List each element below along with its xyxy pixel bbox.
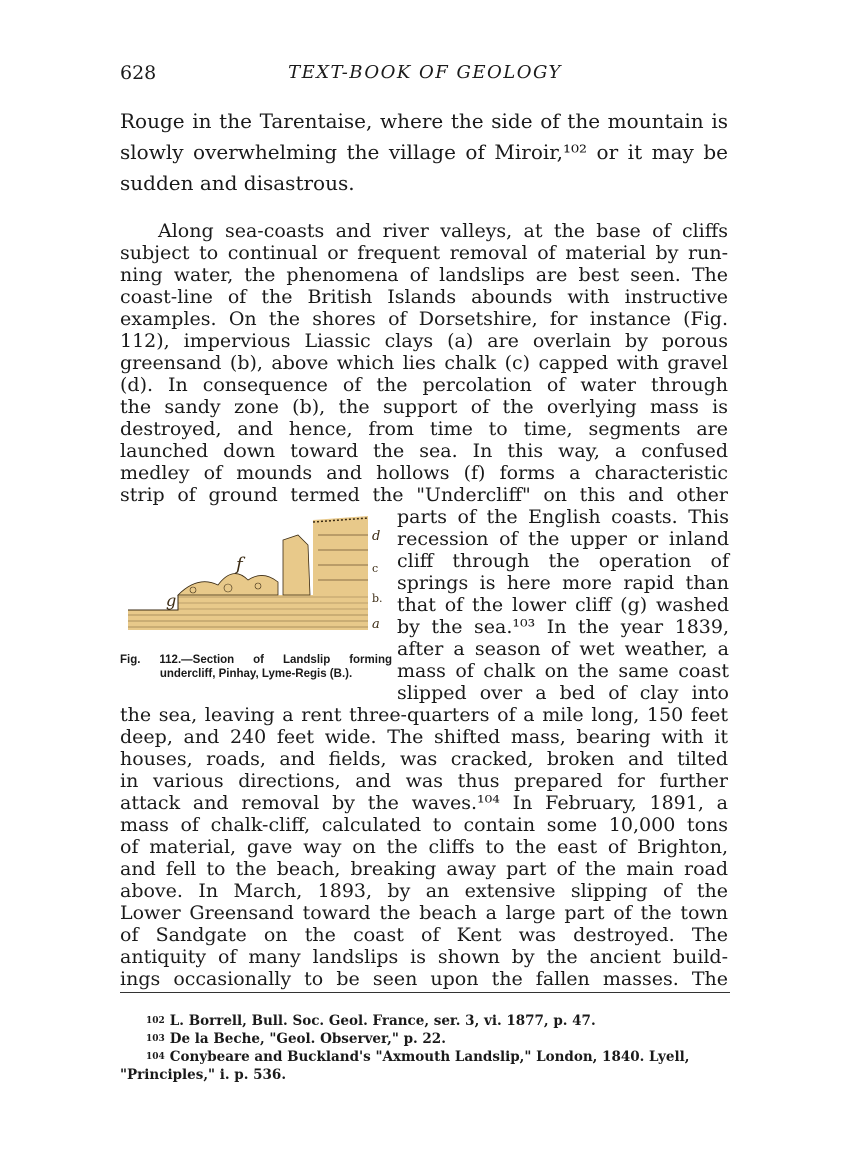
label-f: f — [236, 554, 243, 575]
text-line: ning water, the phenomena of landslips are best seen. The — [120, 264, 728, 286]
footnote-mark: 103 — [146, 1034, 165, 1044]
text-line: coast-line of the British Islands abounds with instructive — [120, 286, 728, 308]
text-line: cliff through the operation of — [397, 550, 729, 572]
footnote-rule — [120, 992, 730, 993]
caption-line: Fig. 112.—Section of Landslip forming — [120, 654, 392, 666]
landslip-section-figure — [118, 510, 398, 640]
text-line: by the sea.¹⁰³ In the year 1839, — [397, 616, 729, 638]
text-line: the sea, leaving a rent three-quarters of a mile long, 150 feet — [120, 704, 728, 726]
text-line: mass of chalk on the same coast — [397, 660, 729, 682]
text-line: greensand (b), above which lies chalk (c) capped with gravel — [120, 352, 728, 374]
footnote-text: De la Beche, "Geol. Observer," p. 22. — [169, 1031, 446, 1047]
running-header — [120, 62, 730, 88]
label-g: g — [166, 591, 177, 610]
slipped-chalk-pillar — [283, 535, 310, 595]
label-a: a — [372, 617, 380, 632]
text-line: sudden and disastrous. — [120, 171, 355, 195]
label-c: c — [372, 562, 379, 575]
figure-caption — [120, 653, 392, 681]
text-line: and fell to the beach, breaking away part of the main road — [120, 858, 728, 880]
label-b: b. — [372, 592, 383, 605]
footnote-mark: 104 — [146, 1052, 165, 1062]
text-line: of material, gave way on the cliffs to the east of Brighton, — [120, 836, 728, 858]
footnote — [146, 1030, 730, 1048]
text-line: slowly overwhelming the village of Miroir,¹⁰² or it may be — [120, 140, 728, 164]
text-line: slipped over a bed of clay into — [397, 682, 729, 704]
footnote-continuation: "Principles," i. p. 536. — [120, 1067, 287, 1083]
greensand-strata-lines — [178, 595, 368, 610]
text-line: (d). In consequence of the percolation of water through — [120, 374, 728, 396]
text-line: parts of the English coasts. This — [397, 506, 729, 528]
text-line: destroyed, and hence, from time to time, segments are — [120, 418, 728, 440]
text-line: ings occasionally to be seen upon the fallen masses. The — [120, 968, 728, 990]
landslip-section-diagram — [118, 510, 398, 640]
text-line: deep, and 240 feet wide. The shifted mass, bearing with it — [120, 726, 728, 748]
running-title: TEXT-BOOK OF GEOLOGY — [288, 62, 562, 83]
page-number: 628 — [120, 62, 157, 84]
text-line: Rouge in the Tarentaise, where the side of the mountain is — [120, 109, 728, 133]
footnote-text: L. Borrell, Bull. Soc. Geol. France, ser. 3, vi. 1877, p. 47. — [169, 1013, 596, 1029]
clay-strata-lines — [128, 610, 368, 630]
footnote-mark: 102 — [146, 1016, 165, 1026]
text-line: attack and removal by the waves.¹⁰⁴ In February, 1891, a — [120, 792, 728, 814]
text-line: houses, roads, and fields, was cracked, broken and tilted — [120, 748, 728, 770]
text-line: Lower Greensand toward the beach a large part of the town — [120, 902, 728, 924]
footnote — [146, 1012, 730, 1030]
text-line: above. In March, 1893, by an extensive slipping of the — [120, 880, 728, 902]
text-line: after a season of wet weather, a — [397, 638, 729, 660]
text-line: launched down toward the sea. In this way, a confused — [120, 440, 728, 462]
text-line: of Sandgate on the coast of Kent was destroyed. The — [120, 924, 728, 946]
text-line: mass of chalk-cliff, calculated to contain some 10,000 tons — [120, 814, 728, 836]
text-line: examples. On the shores of Dorsetshire, for instance (Fig. — [120, 308, 728, 330]
text-line: in various directions, and was thus prepared for further — [120, 770, 728, 792]
text-line: the sandy zone (b), the support of the overlying mass is — [120, 396, 728, 418]
chalk-cliff-c — [313, 516, 368, 595]
text-line: medley of mounds and hollows (f) forms a characteristic — [120, 462, 728, 484]
label-d: d — [372, 529, 381, 544]
text-line: antiquity of many landslips is shown by the ancient build- — [120, 946, 728, 968]
text-line: subject to continual or frequent removal of material by run- — [120, 242, 728, 264]
text-line: strip of ground termed the "Undercliff" on this and other — [120, 484, 728, 506]
text-line: springs is here more rapid than — [397, 572, 729, 594]
text-line: 112), impervious Liassic clays (a) are overlain by porous — [120, 330, 728, 352]
text-line: recession of the upper or inland — [397, 528, 729, 550]
caption-line: undercliff, Pinhay, Lyme-Regis (B.). — [159, 668, 353, 680]
text-line: that of the lower cliff (g) washed — [397, 594, 729, 616]
footnote — [146, 1048, 730, 1066]
text-line: Along sea-coasts and river valleys, at the base of cliffs — [158, 220, 728, 242]
footnote-text: Conybeare and Buckland's "Axmouth Landslip," London, 1840. Lyell, — [169, 1049, 690, 1065]
